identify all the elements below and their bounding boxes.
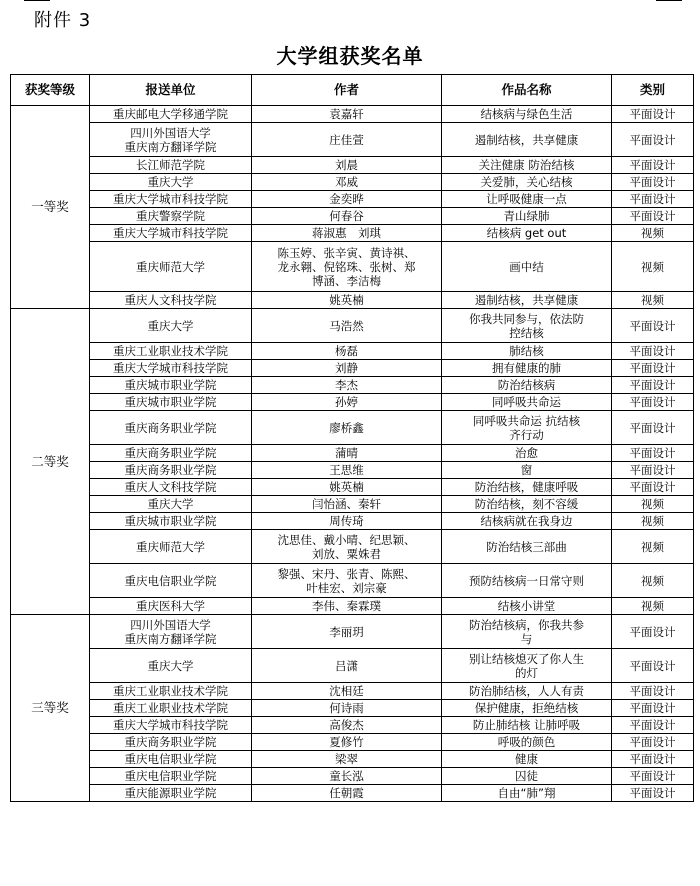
work-cell: 同呼吸共命运 抗结核 齐行动 <box>442 411 612 445</box>
author-cell: 廖桥鑫 <box>252 411 442 445</box>
category-cell: 视频 <box>612 292 694 309</box>
author-cell: 夏修竹 <box>252 734 442 751</box>
unit-cell: 重庆城市职业学院 <box>90 394 252 411</box>
column-header: 报送单位 <box>90 75 252 106</box>
work-cell: 你我共同参与，依法防 控结核 <box>442 309 612 343</box>
table-row <box>11 683 694 700</box>
author-cell: 李丽玥 <box>252 615 442 649</box>
table-row <box>11 242 694 292</box>
category-cell: 平面设计 <box>612 700 694 717</box>
table-row <box>11 123 694 157</box>
author-cell: 蒋淑惠 刘琪 <box>252 225 442 242</box>
category-cell: 平面设计 <box>612 411 694 445</box>
author-cell: 刘晨 <box>252 157 442 174</box>
table-row <box>11 309 694 343</box>
unit-cell: 重庆邮电大学移通学院 <box>90 106 252 123</box>
unit-cell: 重庆人文科技学院 <box>90 292 252 309</box>
award-level-cell: 三等奖 <box>11 615 90 802</box>
unit-cell: 重庆商务职业学院 <box>90 445 252 462</box>
unit-cell: 重庆师范大学 <box>90 242 252 292</box>
category-cell: 平面设计 <box>612 208 694 225</box>
category-cell: 平面设计 <box>612 717 694 734</box>
unit-cell: 重庆人文科技学院 <box>90 479 252 496</box>
table-row <box>11 734 694 751</box>
author-cell: 蒲晴 <box>252 445 442 462</box>
table-row <box>11 530 694 564</box>
category-cell: 视频 <box>612 242 694 292</box>
work-cell: 同呼吸共命运 <box>442 394 612 411</box>
category-cell: 视频 <box>612 225 694 242</box>
table-row <box>11 360 694 377</box>
table-row <box>11 106 694 123</box>
author-cell: 马浩然 <box>252 309 442 343</box>
unit-cell: 重庆师范大学 <box>90 530 252 564</box>
author-cell: 刘静 <box>252 360 442 377</box>
work-cell: 健康 <box>442 751 612 768</box>
table-row <box>11 751 694 768</box>
table-row <box>11 191 694 208</box>
work-cell: 自由“肺”翔 <box>442 785 612 802</box>
unit-cell: 重庆电信职业学院 <box>90 751 252 768</box>
author-cell: 孙婷 <box>252 394 442 411</box>
column-header: 类别 <box>612 75 694 106</box>
unit-cell: 重庆工业职业技术学院 <box>90 343 252 360</box>
unit-cell: 四川外国语大学 重庆南方翻译学院 <box>90 615 252 649</box>
table-row <box>11 174 694 191</box>
category-cell: 平面设计 <box>612 785 694 802</box>
unit-cell: 重庆大学 <box>90 174 252 191</box>
unit-cell: 重庆大学城市科技学院 <box>90 360 252 377</box>
unit-cell: 重庆城市职业学院 <box>90 513 252 530</box>
work-cell: 保护健康，拒绝结核 <box>442 700 612 717</box>
table-row <box>11 513 694 530</box>
table-row <box>11 717 694 734</box>
work-cell: 别让结核熄灭了你人生 的灯 <box>442 649 612 683</box>
unit-cell: 重庆工业职业技术学院 <box>90 700 252 717</box>
category-cell: 平面设计 <box>612 360 694 377</box>
unit-cell: 重庆商务职业学院 <box>90 411 252 445</box>
unit-cell: 重庆商务职业学院 <box>90 462 252 479</box>
category-cell: 平面设计 <box>612 174 694 191</box>
author-cell: 邓威 <box>252 174 442 191</box>
table-row <box>11 649 694 683</box>
unit-cell: 重庆大学 <box>90 309 252 343</box>
unit-cell: 重庆城市职业学院 <box>90 377 252 394</box>
work-cell: 防治结核病 <box>442 377 612 394</box>
author-cell: 庄佳萱 <box>252 123 442 157</box>
page-title: 大学组获奖名单 <box>276 44 424 68</box>
awards-table <box>10 74 694 802</box>
category-cell: 平面设计 <box>612 615 694 649</box>
unit-cell: 重庆商务职业学院 <box>90 734 252 751</box>
category-cell: 平面设计 <box>612 343 694 360</box>
unit-cell: 重庆电信职业学院 <box>90 768 252 785</box>
unit-cell: 长江师范学院 <box>90 157 252 174</box>
attachment-label: 附件 3 <box>34 10 92 31</box>
category-cell: 视频 <box>612 530 694 564</box>
work-cell: 防止肺结核 让肺呼吸 <box>442 717 612 734</box>
category-cell: 平面设计 <box>612 106 694 123</box>
work-cell: 结核小讲堂 <box>442 598 612 615</box>
table-row <box>11 785 694 802</box>
category-cell: 平面设计 <box>612 768 694 785</box>
work-cell: 关爱肺，关心结核 <box>442 174 612 191</box>
author-cell: 梁翠 <box>252 751 442 768</box>
author-cell: 沈相廷 <box>252 683 442 700</box>
top-rule-right <box>656 0 682 1</box>
table-row <box>11 157 694 174</box>
work-cell: 防治肺结核，人人有责 <box>442 683 612 700</box>
table-row <box>11 768 694 785</box>
unit-cell: 重庆警察学院 <box>90 208 252 225</box>
work-cell: 肺结核 <box>442 343 612 360</box>
work-cell: 防治结核，刻不容缓 <box>442 496 612 513</box>
author-cell: 陈玉婷、张辛寅、黄诗祺、 龙永翱、倪铭珠、张树、郑 博涵、李洁梅 <box>252 242 442 292</box>
award-level-cell: 一等奖 <box>11 106 90 309</box>
author-cell: 金奕晔 <box>252 191 442 208</box>
author-cell: 黎强、宋丹、张青、陈熙、 叶桂宏、刘宗豪 <box>252 564 442 598</box>
work-cell: 关注健康 防治结核 <box>442 157 612 174</box>
unit-cell: 重庆大学 <box>90 496 252 513</box>
category-cell: 平面设计 <box>612 649 694 683</box>
work-cell: 预防结核病一日常守则 <box>442 564 612 598</box>
author-cell: 高俊杰 <box>252 717 442 734</box>
category-cell: 平面设计 <box>612 377 694 394</box>
table-row <box>11 615 694 649</box>
table-row <box>11 411 694 445</box>
category-cell: 视频 <box>612 598 694 615</box>
author-cell: 姚英楠 <box>252 479 442 496</box>
category-cell: 平面设计 <box>612 683 694 700</box>
category-cell: 视频 <box>612 496 694 513</box>
work-cell: 遏制结核，共享健康 <box>442 123 612 157</box>
author-cell: 何诗雨 <box>252 700 442 717</box>
unit-cell: 重庆能源职业学院 <box>90 785 252 802</box>
table-row <box>11 292 694 309</box>
table-row <box>11 598 694 615</box>
unit-cell: 重庆大学城市科技学院 <box>90 717 252 734</box>
category-cell: 平面设计 <box>612 309 694 343</box>
author-cell: 王思维 <box>252 462 442 479</box>
table-row <box>11 394 694 411</box>
table-row <box>11 564 694 598</box>
table-row <box>11 462 694 479</box>
work-cell: 防治结核三部曲 <box>442 530 612 564</box>
author-cell: 袁嘉轩 <box>252 106 442 123</box>
author-cell: 李伟、秦霖璞 <box>252 598 442 615</box>
work-cell: 结核病与绿色生活 <box>442 106 612 123</box>
work-cell: 防治结核，健康呼吸 <box>442 479 612 496</box>
unit-cell: 重庆大学城市科技学院 <box>90 225 252 242</box>
category-cell: 平面设计 <box>612 462 694 479</box>
category-cell: 平面设计 <box>612 445 694 462</box>
work-cell: 囚徒 <box>442 768 612 785</box>
category-cell: 平面设计 <box>612 479 694 496</box>
work-cell: 呼吸的颜色 <box>442 734 612 751</box>
work-cell: 结核病 get out <box>442 225 612 242</box>
category-cell: 平面设计 <box>612 394 694 411</box>
column-header: 作者 <box>252 75 442 106</box>
unit-cell: 重庆医科大学 <box>90 598 252 615</box>
table-row <box>11 343 694 360</box>
unit-cell: 重庆大学城市科技学院 <box>90 191 252 208</box>
table-row <box>11 208 694 225</box>
author-cell: 沈思佳、戴小晴、纪思颖、 刘放、粟姝君 <box>252 530 442 564</box>
category-cell: 平面设计 <box>612 191 694 208</box>
work-cell: 画中结 <box>442 242 612 292</box>
author-cell: 周传琦 <box>252 513 442 530</box>
work-cell: 遏制结核，共享健康 <box>442 292 612 309</box>
work-cell: 青山绿肺 <box>442 208 612 225</box>
table-row <box>11 377 694 394</box>
author-cell: 何春谷 <box>252 208 442 225</box>
top-rule-left <box>24 0 50 1</box>
table-body <box>11 106 694 802</box>
unit-cell: 重庆工业职业技术学院 <box>90 683 252 700</box>
work-cell: 让呼吸健康一点 <box>442 191 612 208</box>
unit-cell: 四川外国语大学 重庆南方翻译学院 <box>90 123 252 157</box>
work-cell: 拥有健康的肺 <box>442 360 612 377</box>
author-cell: 童长泓 <box>252 768 442 785</box>
category-cell: 平面设计 <box>612 751 694 768</box>
column-header: 获奖等级 <box>11 75 90 106</box>
category-cell: 平面设计 <box>612 123 694 157</box>
author-cell: 任朝霞 <box>252 785 442 802</box>
unit-cell: 重庆电信职业学院 <box>90 564 252 598</box>
unit-cell: 重庆大学 <box>90 649 252 683</box>
author-cell: 姚英楠 <box>252 292 442 309</box>
work-cell: 窗 <box>442 462 612 479</box>
author-cell: 吕潇 <box>252 649 442 683</box>
table-row <box>11 700 694 717</box>
work-cell: 治愈 <box>442 445 612 462</box>
table-header-row <box>11 75 694 106</box>
table-row <box>11 225 694 242</box>
author-cell: 闫怡涵、秦轩 <box>252 496 442 513</box>
author-cell: 李杰 <box>252 377 442 394</box>
column-header: 作品名称 <box>442 75 612 106</box>
award-level-cell: 二等奖 <box>11 309 90 615</box>
table-row <box>11 445 694 462</box>
table-row <box>11 479 694 496</box>
author-cell: 杨磊 <box>252 343 442 360</box>
category-cell: 平面设计 <box>612 157 694 174</box>
table-row <box>11 496 694 513</box>
work-cell: 结核病就在我身边 <box>442 513 612 530</box>
work-cell: 防治结核病，你我共参 与 <box>442 615 612 649</box>
category-cell: 平面设计 <box>612 734 694 751</box>
category-cell: 视频 <box>612 513 694 530</box>
category-cell: 视频 <box>612 564 694 598</box>
